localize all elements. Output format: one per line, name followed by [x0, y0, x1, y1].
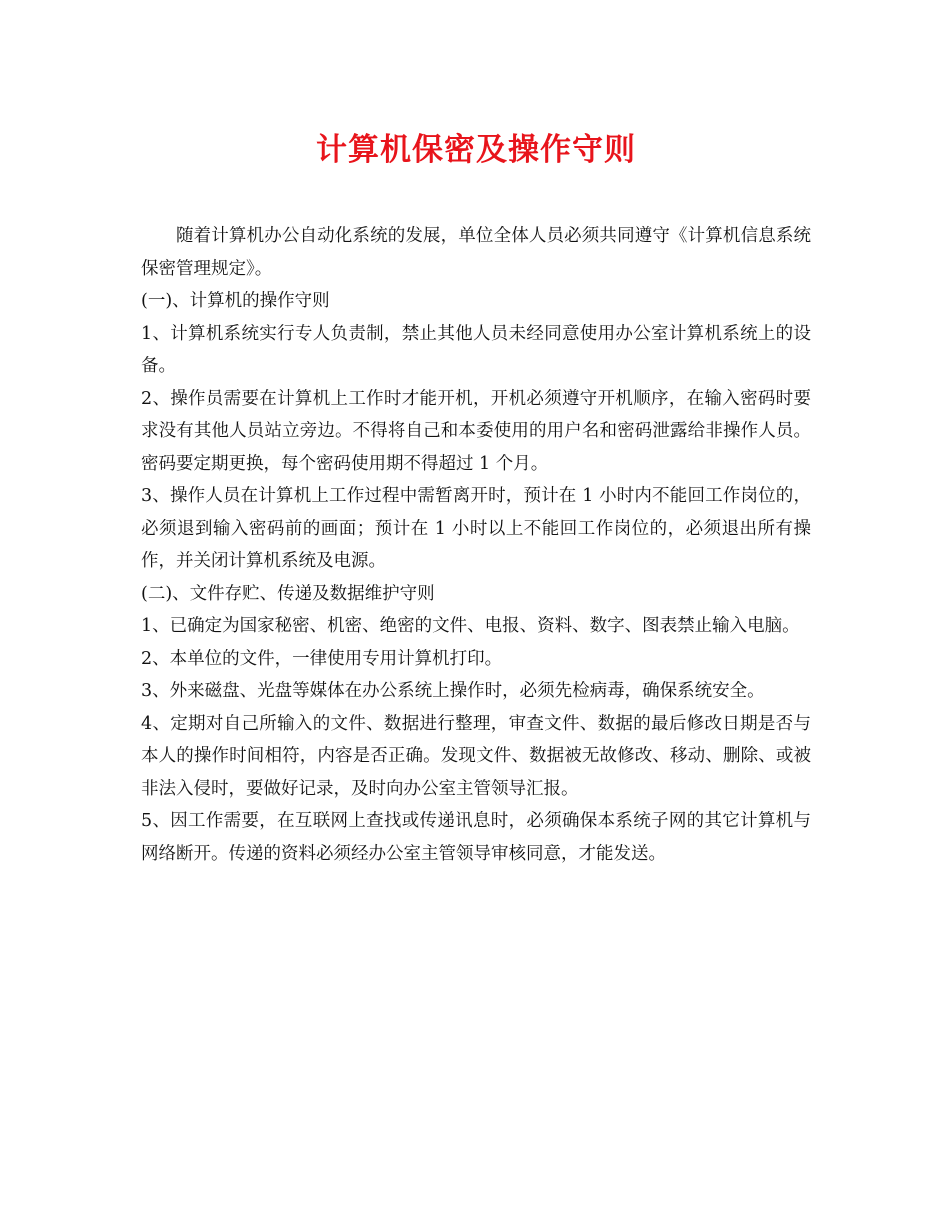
file-rule-3: 3、外来磁盘、光盘等媒体在办公系统上操作时，必须先检病毒，确保系统安全。 [141, 681, 765, 701]
document-title: 计算机保密及操作守则 [316, 132, 636, 168]
operation-rule-2: 2、操作员需要在计算机上工作时才能开机，开机必须遵守开机顺序，在输入密码时要求没有其他人员站立旁边。不得将自己和本委使用的用户名和密码泄露给非操作人员。密码要定期更换，每个密码使用期不得超过 1 个月。 [141, 388, 811, 474]
file-rule-4: 4、定期对自己所输入的文件、数据进行整理，审查文件、数据的最后修改日期是否与本人的操作时间相符，内容是否正确。发现文件、数据被无故修改、移动、删除、或被非法入侵时，要做好记录，及时向办公室主管领导汇报。 [141, 713, 811, 799]
operation-rule-3: 3、操作人员在计算机上工作过程中需暂离开时，预计在 1 小时内不能回工作岗位的，必须退到输入密码前的画面；预计在 1 小时以上不能回工作岗位的，必须退出所有操作，并关闭计算机系统及电源。 [141, 486, 811, 571]
file-rule-2: 2、本单位的文件，一律使用专用计算机打印。 [141, 648, 503, 669]
section-heading-operation: (一)、计算机的操作守则 [141, 291, 330, 311]
file-rule-1: 1、已确定为国家秘密、机密、绝密的文件、电报、资料、数字、图表禁止输入电脑。 [141, 616, 800, 636]
file-rule-5: 5、因工作需要，在互联网上查找或传递讯息时，必须确保本系统子网的其它计算机与网络断开。传递的资料必须经办公室主管领导审核同意，才能发送。 [141, 811, 811, 864]
operation-rule-1: 1、计算机系统实行专人负责制，禁止其他人员未经同意使用办公室计算机系统上的设备。 [141, 323, 811, 376]
section-heading-files: (二)、文件存贮、传递及数据维护守则 [141, 583, 435, 604]
intro-paragraph: 随着计算机办公自动化系统的发展，单位全体人员必须共同遵守《计算机信息系统保密管理规定》。 [141, 226, 811, 279]
